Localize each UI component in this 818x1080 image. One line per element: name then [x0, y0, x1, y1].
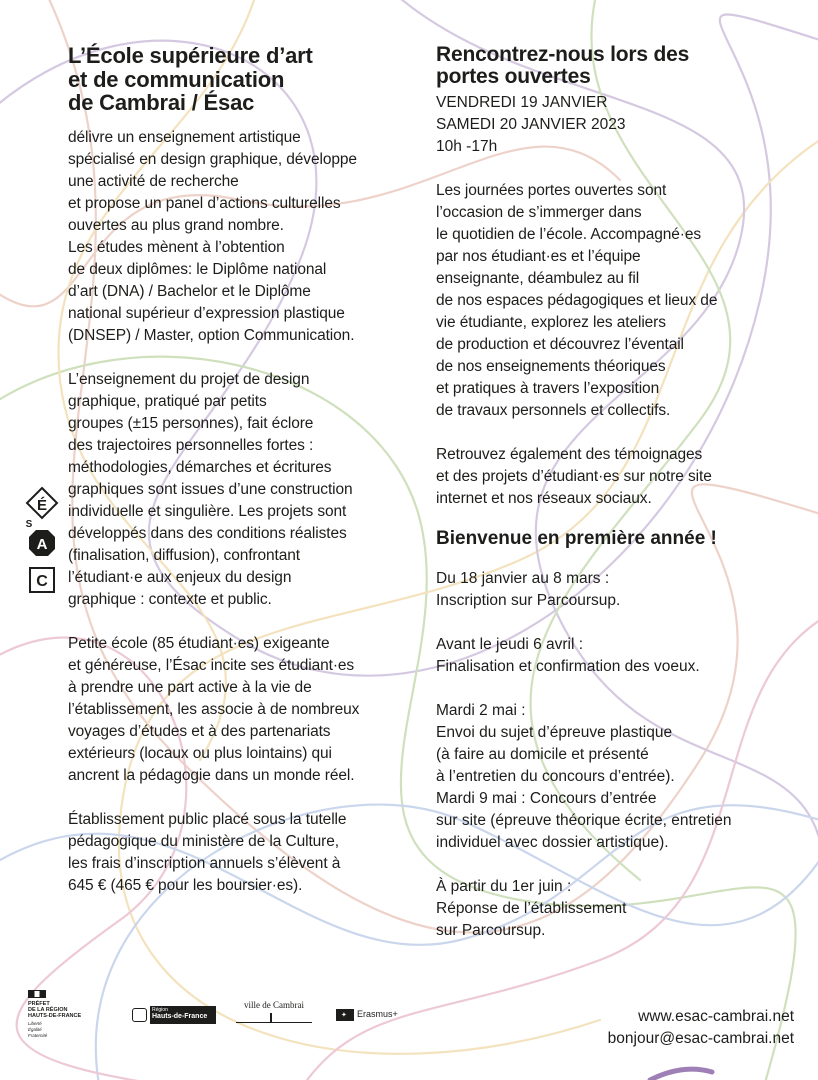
hdf-label: Hauts-de-France	[152, 1013, 208, 1020]
intro-paragraph: délivre un enseignement artistique spécialisé en design graphique, développe une activité de recherche et propose un panel d’actions culturelles ouvertes au plus grand nombre. Les études mènent à l’obtention de deux diplômes: le Diplôme national d’art (DNA) / Bachelor et le Diplôme national supérieur d’expression plastique (DNSEP) / Master, option Communication.	[68, 128, 357, 344]
erasmus-label: Erasmus+	[357, 1009, 398, 1019]
left-column	[68, 44, 418, 897]
cambrai-logo	[234, 1000, 314, 1023]
prefet-text: PRÉFET DE LA RÉGION HAUTS-DE-FRANCE	[28, 1001, 82, 1019]
welcome-title: Bienvenue en première année !	[436, 528, 717, 549]
website-link[interactable]: www.esac-cambrai.net	[638, 1008, 794, 1025]
open-days-dates: VENDREDI 19 JANVIER SAMEDI 20 JANVIER 2023 10h -17h	[436, 94, 626, 155]
step-title: Du 18 janvier au 8 mars :	[436, 570, 610, 587]
testimonials-paragraph: Retrouvez également des témoignages et des projets d’étudiant·es sur notre site internet et nos réseaux sociaux.	[436, 446, 712, 507]
hauts-de-france-logo	[132, 1006, 216, 1024]
erasmus-logo	[336, 1008, 416, 1021]
logo-letter-a: A	[36, 536, 48, 553]
open-days-title: Rencontrez-nous lors des portes ouvertes	[436, 43, 690, 88]
step-item	[436, 568, 786, 612]
skyline-icon	[236, 1012, 312, 1023]
step-title: Avant le jeudi 6 avril :	[436, 636, 584, 653]
logo-letter-e: É	[36, 497, 48, 514]
teaching-paragraph: L’enseignement du projet de design graphique, pratiqué par petits groupes (±15 personnes), fait éclore des trajectoires personnelles fortes : méthodologies, démarches et écritures graphiques sont issues d’une construction individuelle et singulière. Les projets sont développés dans des conditions réalistes (finalisation, diffusion), confrontant l’étudiant·e aux enjeux du design graphique : contexte et public.	[68, 370, 353, 608]
school-title: L’École supérieure d’art et de communication de Cambrai / Ésac	[68, 43, 313, 115]
fees-paragraph: Établissement public placé sous la tutelle pédagogique du ministère de la Culture, les frais d’inscription annuels s’élèvent à 645 € (465 € pour les boursier·es).	[68, 810, 347, 894]
step-item	[436, 876, 786, 942]
email-link[interactable]: bonjour@esac-cambrai.net	[607, 1030, 794, 1047]
right-column	[436, 44, 786, 942]
school-life-paragraph: Petite école (85 étudiant·es) exigeante et généreuse, l’Ésac incite ses étudiant·es à prendre une part active à la vie de l’établissement, les associe à de nombreux voyages d’études et à des partenariats extérieurs (locaux ou plus lointains) qui ancrent la pédagogie dans un monde réel.	[68, 634, 360, 784]
eu-flag-icon	[336, 1009, 354, 1021]
step-body: Inscription sur Parcoursup.	[436, 592, 621, 609]
prefet-motto: Liberté Égalité Fraternité	[28, 1021, 48, 1038]
logo-letter-c: C	[36, 573, 48, 590]
step-title: À partir du 1er juin :	[436, 878, 572, 895]
step-list	[436, 568, 786, 942]
step-body: Finalisation et confirmation des voeux.	[436, 658, 700, 675]
cambrai-label: ville de Cambrai	[244, 1000, 304, 1010]
hdf-small-label: Région	[152, 1007, 168, 1013]
step-title: Mardi 2 mai :	[436, 702, 526, 719]
partner-logos	[28, 990, 448, 1050]
prefet-logo	[28, 990, 118, 1039]
step-body: Réponse de l’établissement sur Parcoursup.	[436, 900, 627, 939]
step-item	[436, 700, 786, 854]
hdf-badge	[150, 1006, 216, 1024]
step-body: Envoi du sujet d’épreuve plastique (à faire au domicile et présenté à l’entretien du concours d’entrée). Mardi 9 mai : Concours d’entrée sur site (épreuve théorique écrite, entretien individuel avec dossier artistique).	[436, 724, 732, 851]
step-item	[436, 634, 786, 678]
open-days-paragraph: Les journées portes ouvertes sont l’occasion de s’immerger dans le quotidien de l’école. Accompagné·es par nos étudiant·es et l’équipe enseignante, déambulez au fil de nos espaces pédagogiques et lieux de vie étudiante, explorez les ateliers de production et découvrez l’éventail de nos enseignements théoriques et pratiques à travers l’exposition de travaux personnels et collectifs.	[436, 182, 718, 419]
logo-letter-s: S	[25, 519, 33, 530]
marianne-flag-icon	[28, 990, 46, 998]
region-mark-icon	[132, 1008, 147, 1022]
esac-logo	[24, 486, 66, 596]
contact-block	[608, 1006, 794, 1050]
